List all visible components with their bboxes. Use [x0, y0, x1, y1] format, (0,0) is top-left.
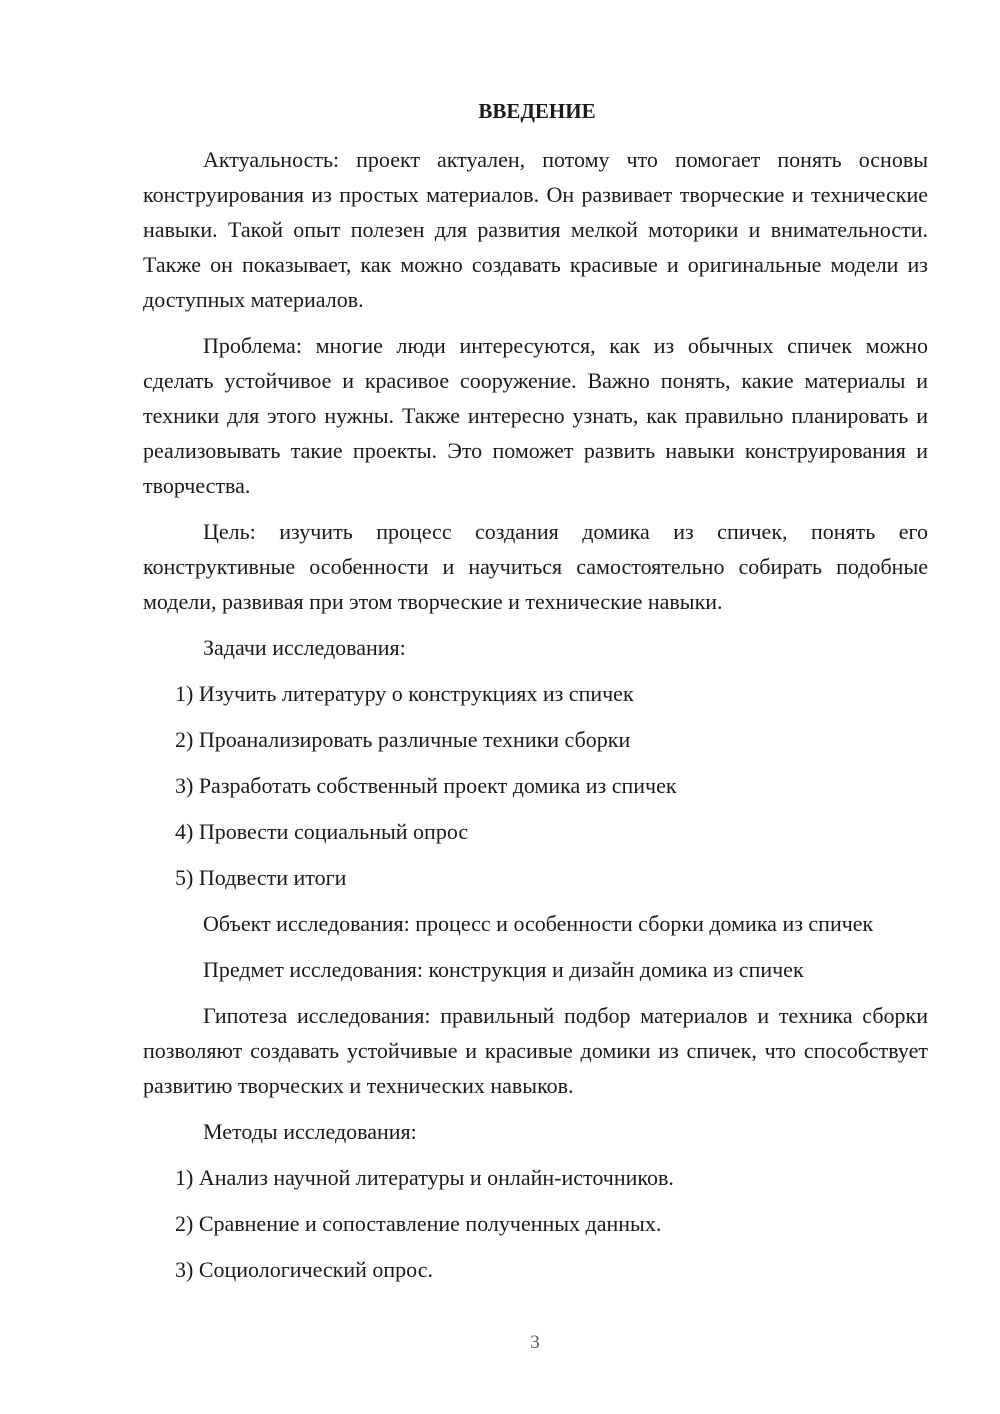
subject-paragraph: Предмет исследования: конструкция и дизайн домика из спичек [203, 957, 804, 982]
hypothesis-paragraph: Гипотеза исследования: правильный подбор материалов и техника сборки позволяют создавать устойчивые и красивые домики из спичек, что способствует развитию творческих и технических навыков. [143, 1003, 928, 1098]
problem-paragraph: Проблема: многие люди интересуются, как из обычных спичек можно сделать устойчивое и красивое сооружение. Важно понять, какие материалы и техники для этого нужны. Также интересно узнать, как правильно планировать и реализовывать такие проекты. Это поможет развить навыки конструирования и творчества. [143, 333, 928, 498]
list-item: 5) Подвести итоги [175, 865, 347, 890]
tasks-heading: Задачи исследования: [203, 635, 406, 660]
page-number: 3 [530, 1332, 540, 1353]
list-item: 1) Анализ научной литературы и онлайн-источников. [175, 1165, 674, 1190]
list-item: 3) Разработать собственный проект домика из спичек [175, 773, 677, 798]
list-item: 2) Сравнение и сопоставление полученных данных. [175, 1211, 662, 1236]
page-title: ВВЕДЕНИЕ [478, 99, 596, 123]
list-item: 3) Социологический опрос. [175, 1257, 433, 1282]
document-page [143, 96, 928, 1298]
relevance-paragraph: Актуальность: проект актуален, потому что помогает понять основы конструирования из простых материалов. Он развивает творческие и технические навыки. Такой опыт полезен для развития мелкой моторики и внимательности. Также он показывает, как можно создавать красивые и оригинальные модели из доступных материалов. [143, 147, 928, 312]
list-item: 2) Проанализировать различные техники сборки [175, 727, 631, 752]
tasks-list [143, 676, 928, 895]
list-item: 4) Провести социальный опрос [175, 819, 469, 844]
list-item: 1) Изучить литературу о конструкциях из спичек [175, 681, 634, 706]
methods-list [143, 1160, 928, 1287]
goal-paragraph: Цель: изучить процесс создания домика из спичек, понять его конструктивные особенности и научиться самостоятельно собирать подобные модели, развивая при этом творческие и технические навыки. [143, 519, 928, 614]
object-paragraph: Объект исследования: процесс и особенности сборки домика из спичек [203, 911, 874, 936]
methods-heading: Методы исследования: [203, 1119, 417, 1144]
